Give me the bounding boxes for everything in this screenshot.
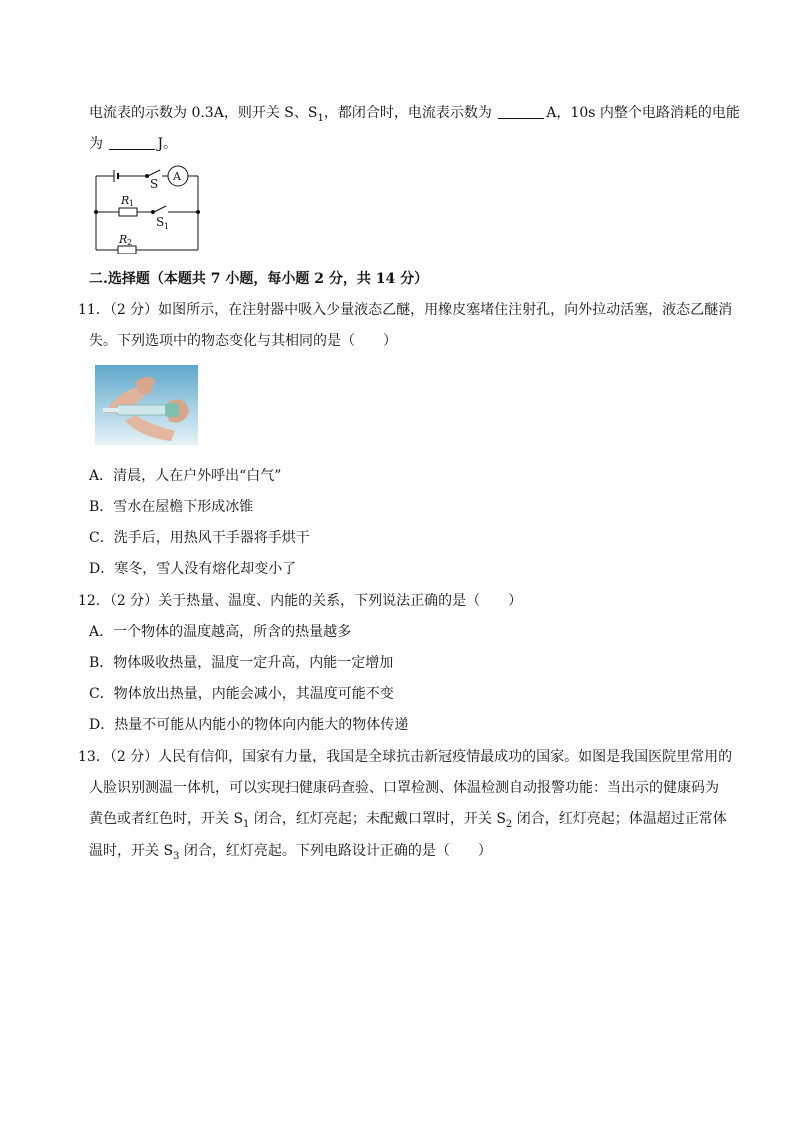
subscript: 2 (505, 818, 513, 830)
q13-stem-line4 (89, 841, 492, 867)
q12-option-d[interactable]: D．热量不可能从内能小的物体向内能大的物体传递 (89, 717, 409, 733)
q11-stem-line2: 失。下列选项中的物态变化与其相同的是（ ） (89, 333, 397, 349)
resistor-r2 (118, 246, 136, 254)
label-s1: S (156, 215, 165, 229)
q10-text: 为 (89, 136, 103, 152)
label-r1: R (121, 194, 130, 207)
q10-text: ，都闭合时，电流表示数为 (323, 105, 492, 121)
label-switch-s: S (150, 177, 159, 191)
subscript: 1 (243, 818, 250, 830)
q12-stem: 12．（2 分）关于热量、温度、内能的关系，下列说法正确的是（ ） (78, 593, 523, 609)
syringe-photo (95, 365, 198, 445)
label-r2-sub: 2 (127, 238, 133, 247)
q11-stem-line1: 11．（2 分）如图所示，在注射器中吸入少量液态乙醚，用橡皮塞堵住注射孔，向外拉动活塞，液态乙醚消 (78, 302, 733, 318)
q13-text: 温时，开关 S (89, 843, 174, 859)
answer-blank[interactable] (109, 135, 155, 150)
q10-text: 电流表的示数为 0.3A，则开关 S、S (89, 105, 318, 121)
q10-text: J。 (157, 136, 178, 152)
switch-s-blade (148, 170, 160, 176)
q11-option-a[interactable]: A．清晨，人在户外呼出“白气” (89, 468, 282, 484)
label-r1-sub: 1 (129, 199, 135, 208)
answer-blank[interactable] (498, 104, 544, 119)
q13-stem-line1: 13．（2 分）人民有信仰，国家有力量，我国是全球抗击新冠疫情最成功的国家。如图是我国医院里常用的 (78, 749, 733, 765)
q10-text: A，10s 内整个电路消耗的电能 (546, 105, 740, 121)
q12-option-b[interactable]: B．物体吸收热量，温度一定升高，内能一定增加 (89, 655, 394, 671)
q11-option-c[interactable]: C．洗手后，用热风干手器将手烘干 (89, 530, 310, 546)
q12-option-c[interactable]: C．物体放出热量，内能会减小，其温度可能不变 (89, 686, 394, 702)
q11-option-b[interactable]: B．雪水在屋檐下形成冰锥 (89, 499, 254, 515)
switch-s1-blade (154, 206, 166, 212)
subscript: 1 (317, 112, 324, 124)
q13-text: 闭合，红灯亮起；体温超过正常体 (512, 811, 727, 827)
q10-line1 (89, 103, 740, 129)
label-s1-sub: 1 (164, 222, 170, 231)
resistor-r1 (119, 208, 137, 216)
q11-option-d[interactable]: D．寒冬，雪人没有熔化却变小了 (89, 561, 297, 577)
q13-text: 闭合，红灯亮起；未配戴口罩时，开关 S (249, 811, 506, 827)
q13-text: 闭合，红灯亮起。下列电路设计正确的是（ ） (179, 843, 492, 859)
q12-option-a[interactable]: A．一个物体的温度越高，所含的热量越多 (89, 624, 352, 640)
q13-text: 黄色或者红色时，开关 S (89, 811, 244, 827)
q13-stem-line3 (89, 809, 727, 835)
label-r2: R (119, 233, 128, 246)
circuit-diagram (88, 158, 203, 254)
subscript: 3 (173, 850, 180, 862)
label-ammeter: A (173, 170, 181, 183)
section-heading: 二.选择题（本题共 7 小题，每小题 2 分，共 14 分） (89, 271, 429, 287)
q13-stem-line2: 人脸识别测温一体机，可以实现扫健康码查验、口罩检测、体温检测自动报警功能：当出示的健康码为 (89, 780, 719, 796)
q10-line2 (89, 134, 177, 154)
